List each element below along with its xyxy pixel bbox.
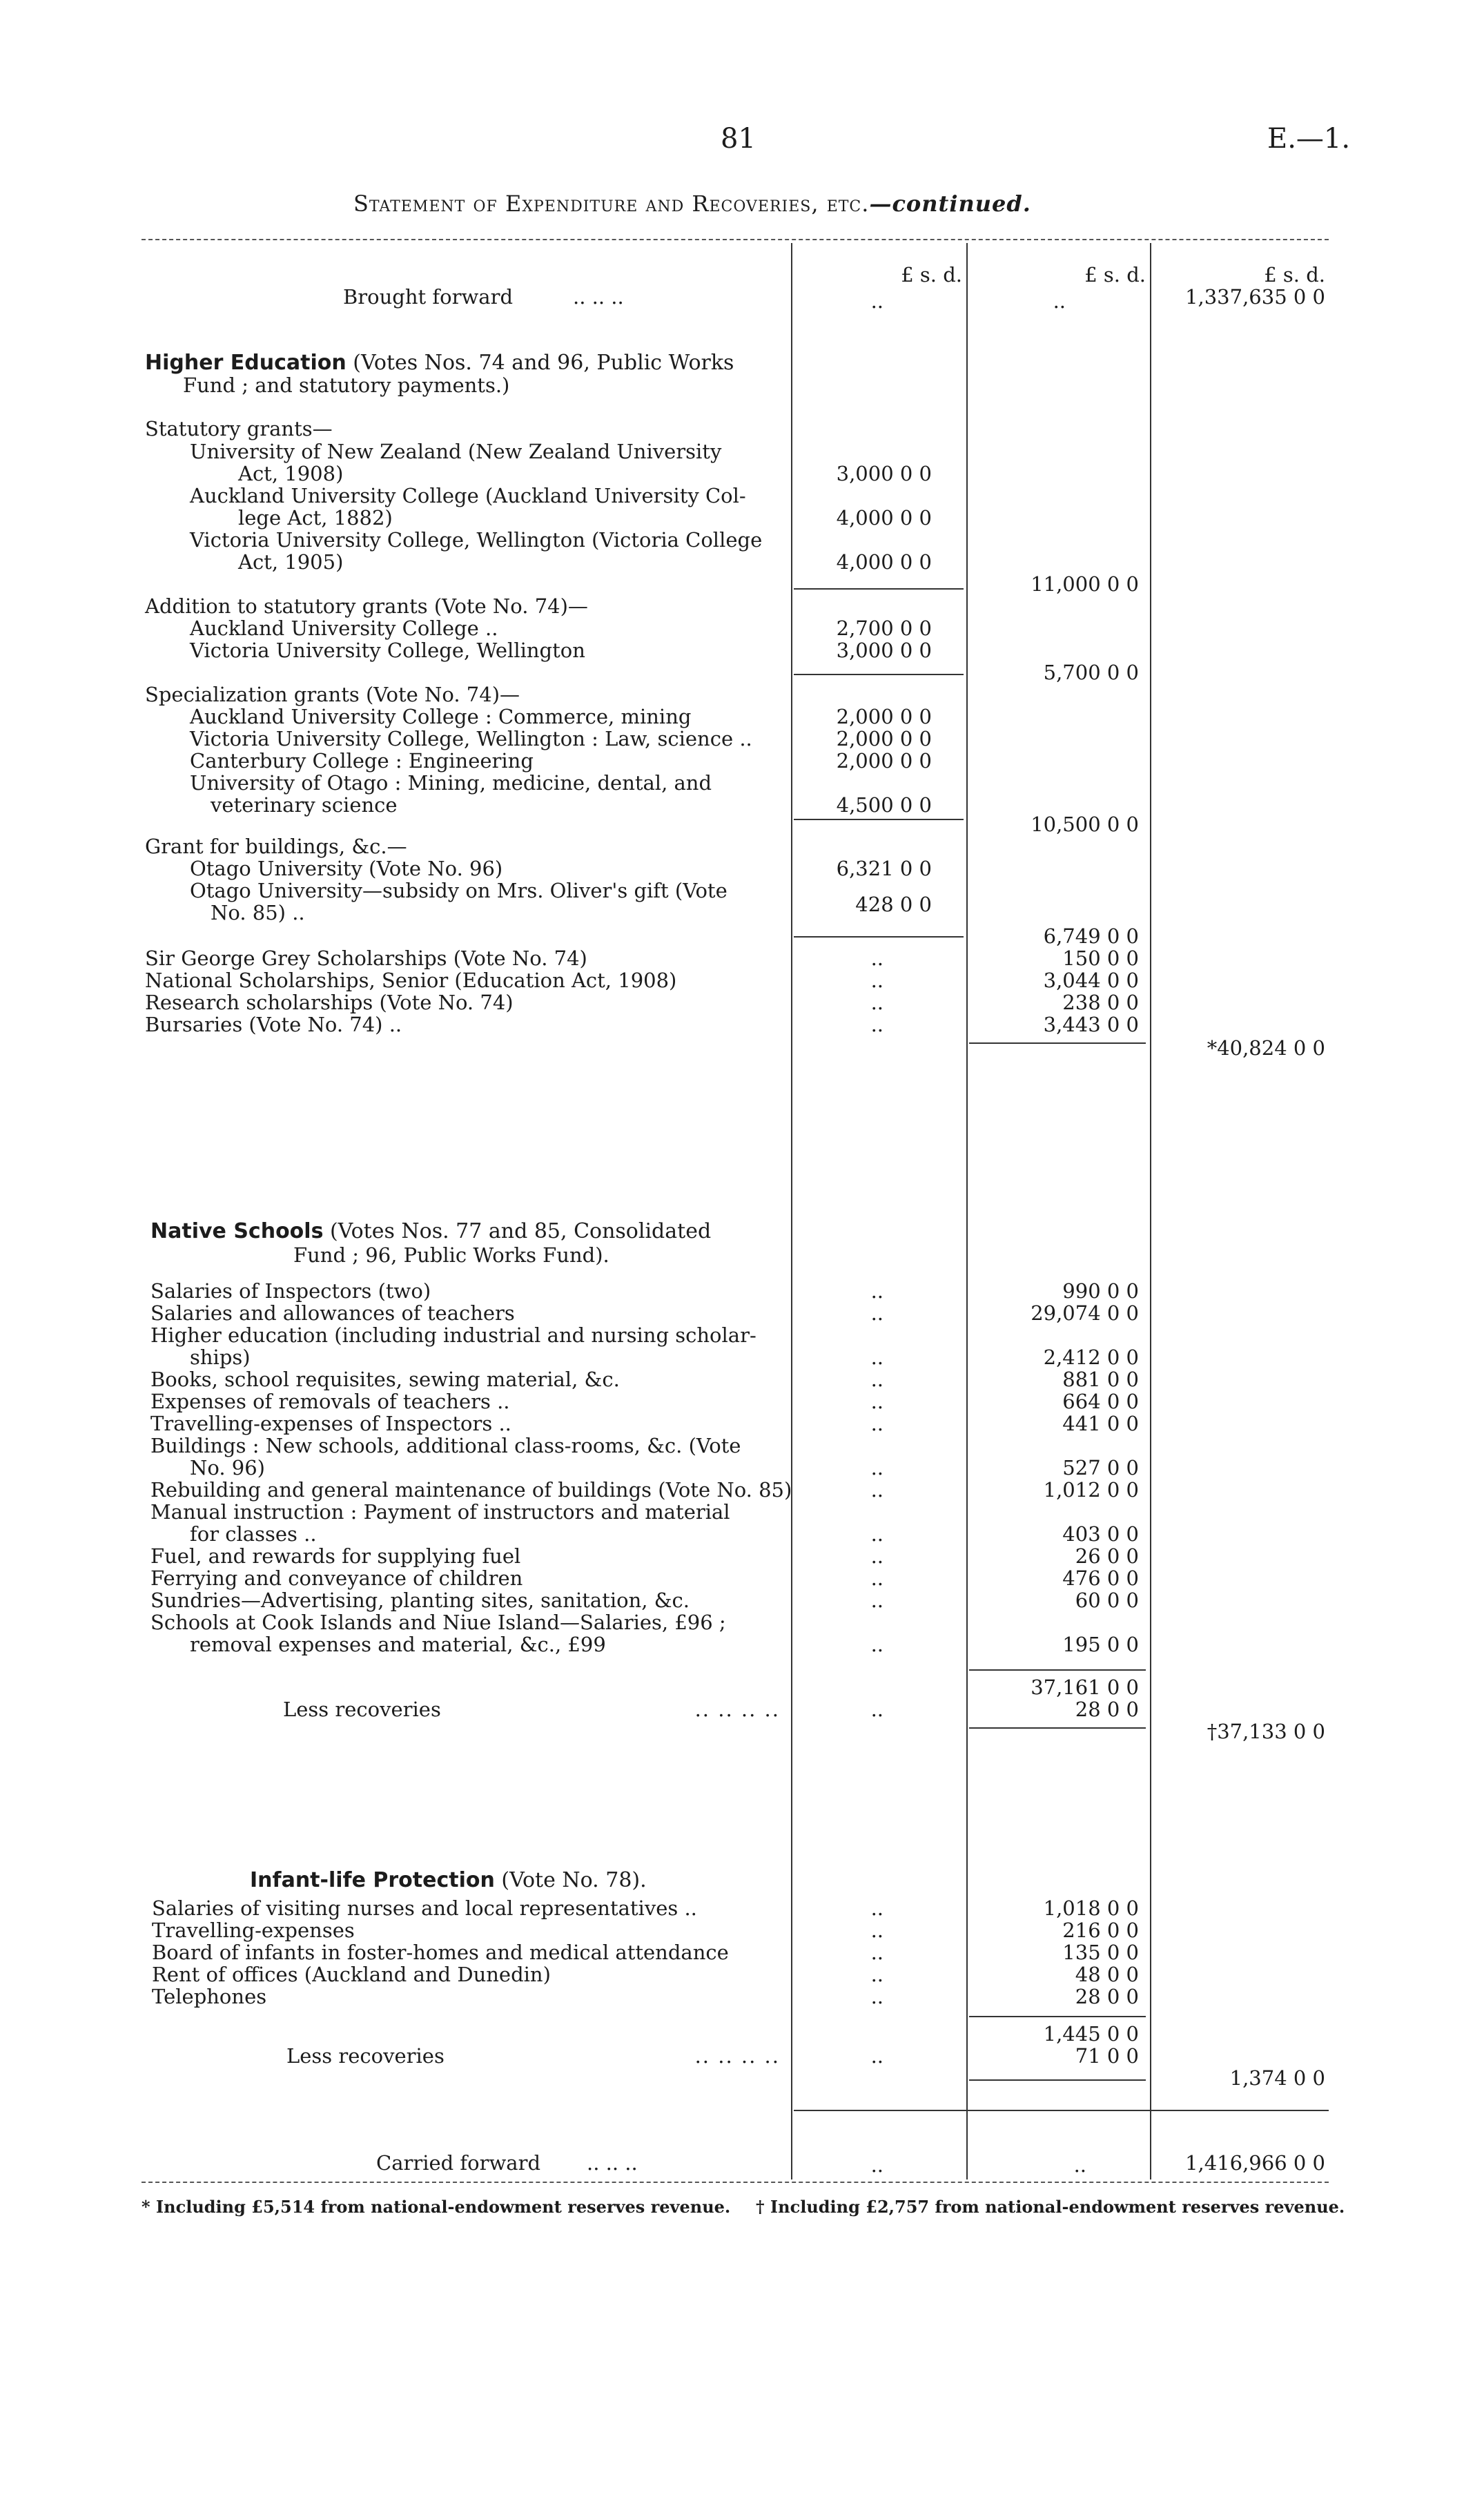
title-main: Statement of Expenditure and Recoveries, etc. [353,191,870,217]
buildings-row-text2: No. 85) .. [211,901,305,924]
infant-life-row-col1: .. [870,1919,883,1942]
native-schools-less-leaders: .. .. .. .. [694,1698,780,1721]
brought-forward-col2: .. [1053,289,1066,313]
native-school-row-col1: .. [870,1522,883,1546]
native-schools-total-rule [969,1727,1146,1729]
native-school-row-amount: 195 0 0 [1062,1633,1139,1656]
native-schools-total: †37,133 0 0 [1207,1720,1325,1743]
native-school-row-col1: .. [870,1633,883,1656]
column-header-1: £ s. d. [901,263,962,287]
statutory-grant-line2: Act, 1905) [238,550,344,574]
infant-life-row-text: Board of infants in foster-homes and medical attendance [152,1941,729,1964]
infant-life-heading-rest: (Vote No. 78). [494,1868,647,1892]
infant-life-row-text: Rent of offices (Auckland and Dunedin) [152,1963,551,1986]
infant-life-row-amount: 216 0 0 [1062,1919,1139,1942]
infant-life-row-text: Telephones [152,1985,267,2008]
specialization-row-text: Auckland University College : Commerce, mining [190,705,692,728]
native-school-row-col1: .. [870,1478,883,1502]
infant-life-subtotal: 1,445 0 0 [1043,2022,1139,2046]
native-school-row-amount: 990 0 0 [1062,1279,1139,1303]
native-school-row-col1: .. [870,1544,883,1568]
statutory-grant-line2: lege Act, 1882) [238,506,393,530]
native-school-row-amount: 2,412 0 0 [1043,1346,1139,1369]
native-school-row-text2: for classes .. [190,1522,317,1546]
addition-label: Addition to statutory grants (Vote No. 74)— [145,594,588,618]
native-school-row-text: Fuel, and rewards for supplying fuel [150,1544,521,1568]
column-header-3: £ s. d. [1264,263,1325,287]
statutory-grant-line1: University of New Zealand (New Zealand University [190,440,722,463]
infant-life-row-amount: 135 0 0 [1062,1941,1139,1964]
table-top-rule [141,239,1329,240]
native-school-row-col1: .. [870,1566,883,1590]
document-reference: E.—1. [1267,123,1351,155]
scholarship-row-col1: .. [870,969,883,992]
footnote-star: * Including £5,514 from national-endowment reserves revenue. [141,2197,731,2217]
infant-life-less-leaders: .. .. .. .. [694,2044,780,2068]
native-school-row-col1: .. [870,1301,883,1325]
native-school-row-amount: 29,074 0 0 [1031,1301,1139,1325]
specialization-total: 10,500 0 0 [1031,813,1139,836]
buildings-row-amount: 6,321 0 0 [836,857,932,880]
scholarship-row-amount: 3,044 0 0 [1043,969,1139,992]
scholarship-row-amount: 3,443 0 0 [1043,1013,1139,1036]
brought-forward-col1: .. [870,289,883,313]
buildings-row-text: Otago University—subsidy on Mrs. Oliver's gift (Vote [190,879,728,902]
higher-education-heading [145,351,734,375]
native-school-row-amount: 664 0 0 [1062,1390,1139,1413]
native-school-row-text: Rebuilding and general maintenance of buildings (Vote No. 85) [150,1478,792,1502]
specialization-row-amount: 2,000 0 0 [836,727,932,750]
native-school-row-amount: 60 0 0 [1075,1589,1139,1612]
statutory-grant-line1: Victoria University College, Wellington (Victoria College [190,528,763,552]
footnote-dagger: † Including £2,757 from national-endowment reserves revenue. [756,2197,1345,2217]
native-school-row-col1: .. [870,1456,883,1479]
higher-education-heading-line2: Fund ; and statutory payments.) [183,373,510,397]
higher-education-total-rule [969,1042,1146,1044]
native-school-row-text: Ferrying and conveyance of children [150,1566,523,1590]
scholarship-row-col1: .. [870,946,883,970]
native-school-row-amount: 527 0 0 [1062,1456,1139,1479]
native-school-row-amount: 441 0 0 [1062,1412,1139,1435]
infant-life-row-text: Salaries of visiting nurses and local representatives .. [152,1896,697,1920]
brought-forward-col3: 1,337,635 0 0 [1185,285,1325,309]
addition-row-text: Victoria University College, Wellington [190,639,585,662]
buildings-label: Grant for buildings, &c.— [145,835,407,858]
native-school-row-text: Books, school requisites, sewing material, &c. [150,1368,620,1391]
addition-total: 5,700 0 0 [1043,661,1139,684]
page-number: 81 [721,123,756,155]
native-school-row-col1: .. [870,1346,883,1369]
infant-life-less-recoveries: 71 0 0 [1075,2044,1139,2068]
scholarship-row-text: Bursaries (Vote No. 74) .. [145,1013,402,1036]
brought-forward-label: Brought forward [343,285,514,309]
infant-life-subtotal-rule [969,2016,1146,2017]
column-header-2: £ s. d. [1084,263,1146,287]
buildings-row-text: Otago University (Vote No. 96) [190,857,503,880]
native-school-row-amount: 26 0 0 [1075,1544,1139,1568]
specialization-row-text: Canterbury College : Engineering [190,749,534,773]
specialization-subtotal-rule [794,819,964,820]
infant-life-less-col1: .. [870,2044,883,2068]
infant-life-row-col1: .. [870,1985,883,2008]
native-schools-heading-bold: Native Schools [150,1219,324,1243]
infant-life-heading-bold: Infant-life Protection [250,1868,495,1892]
buildings-total: 6,749 0 0 [1043,924,1139,948]
brought-forward-dots: .. .. .. [573,285,624,309]
native-school-row-text: Buildings : New schools, additional class-rooms, &c. (Vote [150,1434,741,1457]
table-bottom-rule [141,2182,1329,2183]
scholarship-row-col1: .. [870,1013,883,1036]
native-school-row-amount: 1,012 0 0 [1043,1478,1139,1502]
native-school-row-col1: .. [870,1368,883,1391]
carried-forward-col3: 1,416,966 0 0 [1185,2151,1325,2175]
higher-education-heading-bold: Higher Education [145,351,346,375]
addition-row-amount: 2,700 0 0 [836,617,932,640]
infant-life-less-recoveries-label: Less recoveries [286,2044,445,2068]
native-school-row-amount: 403 0 0 [1062,1522,1139,1546]
native-school-row-col1: .. [870,1279,883,1303]
native-schools-less-col1: .. [870,1698,883,1721]
buildings-subtotal-rule [794,936,964,938]
statutory-grant-amount: 4,000 0 0 [836,506,932,530]
native-school-row-text2: ships) [190,1346,251,1369]
scholarship-row-amount: 238 0 0 [1062,991,1139,1014]
infant-life-row-amount: 28 0 0 [1075,1985,1139,2008]
scholarship-row-text: National Scholarships, Senior (Education Act, 1908) [145,969,677,992]
native-school-row-text2: removal expenses and material, &c., £99 [190,1633,606,1656]
statutory-total: 11,000 0 0 [1031,572,1139,596]
specialization-label: Specialization grants (Vote No. 74)— [145,683,520,706]
column-rule-1 [791,243,792,2180]
statutory-grant-line2: Act, 1908) [238,462,344,485]
specialization-row-text: University of Otago : Mining, medicine, dental, and [190,771,712,795]
carried-forward-col1: .. [870,2153,883,2177]
native-school-row-text: Salaries and allowances of teachers [150,1301,515,1325]
native-schools-heading-rest: (Votes Nos. 77 and 85, Consolidated [323,1219,712,1243]
infant-life-total: 1,374 0 0 [1229,2066,1325,2090]
specialization-row-text2: veterinary science [211,793,398,817]
statutory-subtotal-rule [794,588,964,590]
carried-forward-top-rule [794,2110,1329,2111]
title-continued: —continued. [869,191,1031,217]
native-school-row-text: Sundries—Advertising, planting sites, sanitation, &c. [150,1589,690,1612]
native-school-row-text: Higher education (including industrial and nursing scholar- [150,1323,756,1347]
carried-forward-dots: .. .. .. [587,2151,638,2175]
buildings-row-amount: 428 0 0 [855,893,932,916]
specialization-row-text: Victoria University College, Wellington : Law, science .. [190,727,752,750]
native-schools-heading-line2: Fund ; 96, Public Works Fund). [293,1243,609,1267]
infant-life-row-amount: 1,018 0 0 [1043,1896,1139,1920]
native-schools-heading [150,1219,711,1243]
statutory-grants-label: Statutory grants— [145,417,333,440]
native-school-row-text: Expenses of removals of teachers .. [150,1390,510,1413]
native-school-row-text: Manual instruction : Payment of instructors and material [150,1500,730,1524]
native-schools-subtotal-rule [969,1669,1146,1671]
page-title [353,191,1031,217]
infant-life-row-col1: .. [870,1896,883,1920]
native-school-row-col1: .. [870,1412,883,1435]
column-rule-3 [1150,243,1151,2180]
native-school-row-col1: .. [870,1390,883,1413]
infant-life-total-rule [969,2079,1146,2081]
infant-life-row-amount: 48 0 0 [1075,1963,1139,1986]
scholarship-row-text: Research scholarships (Vote No. 74) [145,991,514,1014]
addition-subtotal-rule [794,674,964,675]
native-schools-less-recoveries: 28 0 0 [1075,1698,1139,1721]
specialization-row-amount: 2,000 0 0 [836,705,932,728]
infant-life-heading [250,1868,647,1892]
addition-row-text: Auckland University College .. [190,617,498,640]
higher-education-total: *40,824 0 0 [1207,1036,1325,1060]
native-school-row-text2: No. 96) [190,1456,265,1479]
statutory-grant-amount: 4,000 0 0 [836,550,932,574]
scholarship-row-text: Sir George Grey Scholarships (Vote No. 74) [145,946,587,970]
infant-life-row-text: Travelling-expenses [152,1919,355,1942]
native-schools-less-recoveries-label: Less recoveries [283,1698,441,1721]
higher-education-heading-rest: (Votes Nos. 74 and 96, Public Works [346,351,734,375]
native-school-row-text: Schools at Cook Islands and Niue Island—Salaries, £96 ; [150,1611,726,1634]
addition-row-amount: 3,000 0 0 [836,639,932,662]
statutory-grant-line1: Auckland University College (Auckland University Col- [190,484,746,507]
native-school-row-amount: 881 0 0 [1062,1368,1139,1391]
specialization-row-amount: 2,000 0 0 [836,749,932,773]
native-school-row-col1: .. [870,1589,883,1612]
infant-life-row-col1: .. [870,1963,883,1986]
scholarship-row-amount: 150 0 0 [1062,946,1139,970]
specialization-row-amount: 4,500 0 0 [836,793,932,817]
carried-forward-label: Carried forward [376,2151,541,2175]
scholarship-row-col1: .. [870,991,883,1014]
column-rule-2 [966,243,968,2180]
infant-life-row-col1: .. [870,1941,883,1964]
native-school-row-text: Salaries of Inspectors (two) [150,1279,431,1303]
carried-forward-col2: .. [1073,2153,1086,2177]
statutory-grant-amount: 3,000 0 0 [836,462,932,485]
native-school-row-text: Travelling-expenses of Inspectors .. [150,1412,511,1435]
native-schools-subtotal: 37,161 0 0 [1031,1676,1139,1699]
native-school-row-amount: 476 0 0 [1062,1566,1139,1590]
